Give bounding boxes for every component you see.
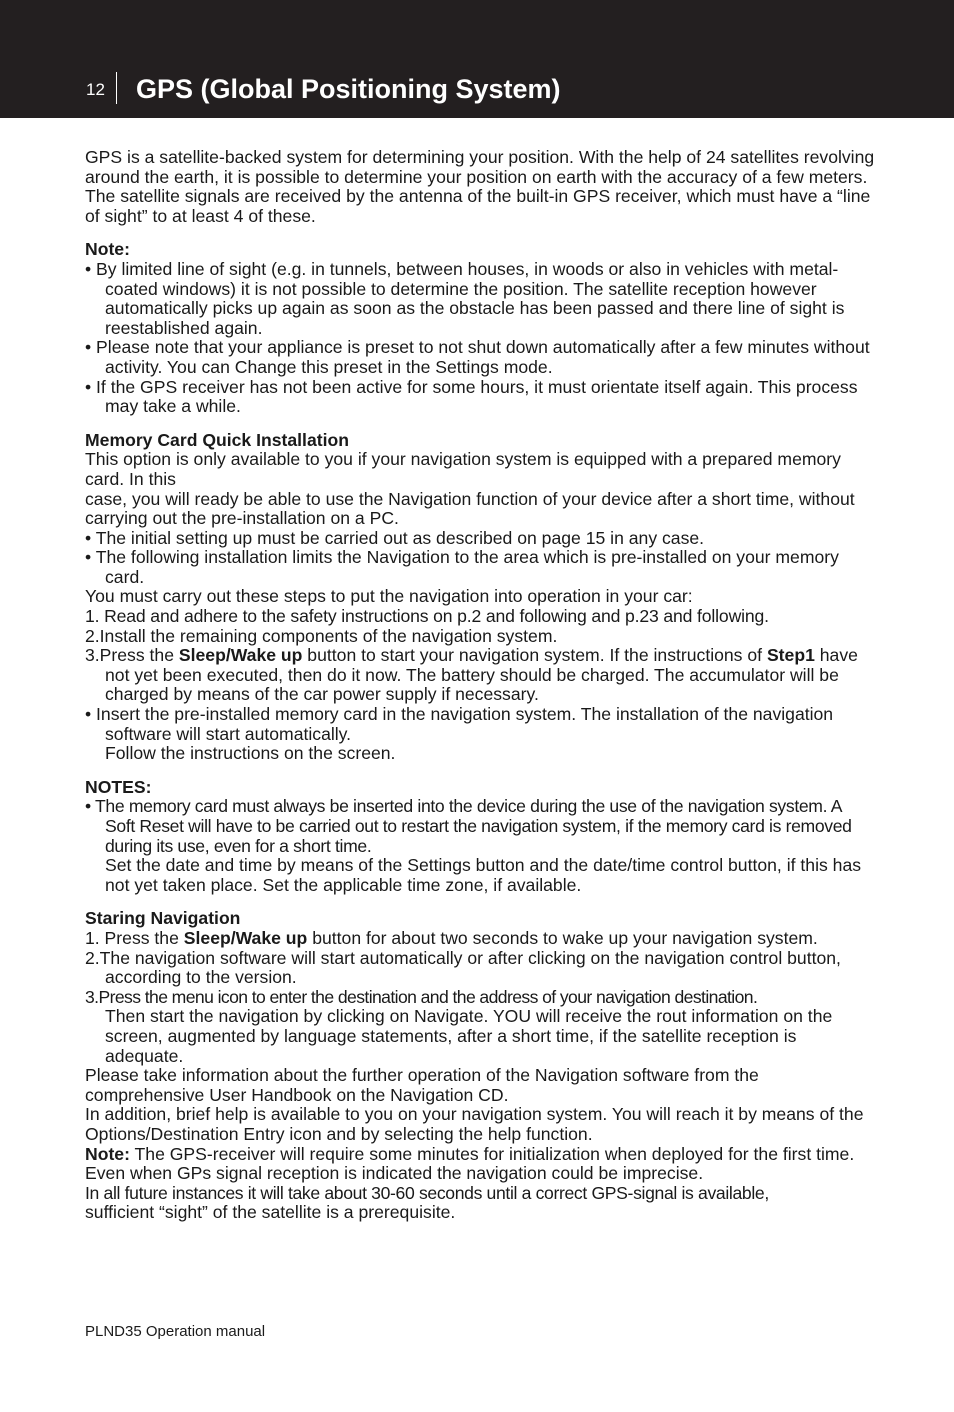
gps-note bbox=[85, 1145, 875, 1184]
note-bullet: • If the GPS receiver has not been active for some hours, it must orientate itself again. This process may take a while. bbox=[85, 376, 858, 417]
sleep-wake-label: Sleep/Wake up bbox=[183, 927, 308, 948]
note-text: The GPS-receiver will require some minutes for initialization when deployed for the first time. Even when GPs signal reception is indicated the navigation could be imprecise. bbox=[85, 1143, 855, 1184]
note-bullet: • By limited line of sight (e.g. in tunnels, between houses, in woods or also in vehicles with metal-coated windows) it is not possible to determine the position. The satellite reception however automatically picks up again as soon as the obstacle has been passed and there line of sight is reestablished again. bbox=[85, 258, 845, 338]
step-text: button to start your navigation system. If the instructions of bbox=[302, 645, 767, 666]
note-heading: Note: bbox=[85, 239, 130, 260]
install-step bbox=[85, 646, 875, 705]
step-text: have not yet been executed, then do it now. The battery should be charged. The accumulator will be charged by means of the car power supply if necessary. bbox=[105, 645, 858, 705]
note-label: Note: bbox=[85, 1143, 130, 1164]
navigation-step: 3.Press the menu icon to enter the destination and the address of your navigation destination. bbox=[85, 986, 758, 1007]
notes-bullet: • The memory card must always be inserted into the device during the use of the navigation system. A Soft Reset will have to be carried out to restart the navigation system, if the memory card is removed during its use, even for a short time. bbox=[85, 796, 852, 856]
navigation-step: 2.The navigation software will start automatically or after clicking on the navigation control button, according to the version. bbox=[85, 947, 841, 988]
gps-note-line: In all future instances it will take about 30-60 seconds until a correct GPS-signal is available, bbox=[85, 1182, 769, 1203]
starting-navigation-heading: Staring Navigation bbox=[85, 908, 241, 929]
notes-follow: Set the date and time by means of the Settings button and the date/time control button, if this has not yet taken place. Set the applicable time zone, if available. bbox=[105, 855, 862, 895]
sleep-wake-label: Sleep/Wake up bbox=[178, 645, 303, 666]
step-text: 3.Press the bbox=[85, 645, 179, 666]
page-footer: PLND35 Operation manual bbox=[85, 1323, 266, 1340]
install-step: 1. Read and adhere to the safety instructions on p.2 and following and p.23 and following. bbox=[85, 606, 769, 627]
memory-card-paragraph: This option is only available to you if your navigation system is equipped with a prepared memory card. In this bbox=[85, 449, 841, 489]
steps-intro: You must carry out these steps to put the navigation into operation in your car: bbox=[85, 586, 693, 607]
navigation-paragraph: Please take information about the further operation of the Navigation software from the comprehensive User Handbook on the Navigation CD. bbox=[85, 1065, 759, 1105]
memory-card-bullet: • Insert the pre-installed memory card in the navigation system. The installation of the navigation software will start automatically. bbox=[85, 704, 834, 744]
gps-note-line: sufficient “sight” of the satellite is a prerequisite. bbox=[85, 1202, 456, 1223]
header-divider bbox=[116, 72, 117, 104]
intro-paragraph: GPS is a satellite-backed system for determining your position. With the help of 24 satellites revolving around the earth, it is possible to determine your position on earth with the accuracy of a few meters. The satellite signals are received by the antenna of the built-in GPS receiver, which must have a “line of sight” to at least 4 of these. bbox=[85, 147, 875, 226]
navigation-step-continued: Then start the navigation by clicking on Navigate. YOU will receive the rout information on the screen, augmented by language statements, after a short time, if the satellite reception is adequate. bbox=[105, 1006, 833, 1066]
step-text: 1. Press the bbox=[85, 927, 184, 948]
page-title: GPS (Global Positioning System) bbox=[136, 74, 561, 104]
page-number: 12 bbox=[86, 80, 105, 99]
step-text: button for about two seconds to wake up your navigation system. bbox=[307, 927, 818, 948]
memory-card-follow: Follow the instructions on the screen. bbox=[105, 743, 396, 764]
install-step: 2.Install the remaining components of the navigation system. bbox=[85, 625, 558, 646]
page-header bbox=[0, 0, 954, 118]
step1-label: Step1 bbox=[766, 645, 815, 666]
note-bullet: • Please note that your appliance is preset to not shut down automatically after a few minutes without activity. You can Change this preset in the Settings mode. bbox=[85, 337, 870, 377]
memory-card-paragraph: case, you will ready be able to use the Navigation function of your device after a short time, without carrying out the pre-installation on a PC. bbox=[85, 488, 855, 529]
page-content bbox=[85, 148, 875, 1223]
memory-card-bullet: • The following installation limits the Navigation to the area which is pre-installed on your memory card. bbox=[85, 547, 839, 587]
memory-card-bullet: • The initial setting up must be carried out as described on page 15 in any case. bbox=[85, 527, 705, 548]
navigation-step bbox=[85, 929, 875, 949]
navigation-paragraph: In addition, brief help is available to you on your navigation system. You will reach it by means of the Options/Destination Entry icon and by selecting the help function. bbox=[85, 1104, 864, 1144]
notes-heading: NOTES: bbox=[85, 776, 152, 797]
memory-card-heading: Memory Card Quick Installation bbox=[85, 429, 349, 450]
